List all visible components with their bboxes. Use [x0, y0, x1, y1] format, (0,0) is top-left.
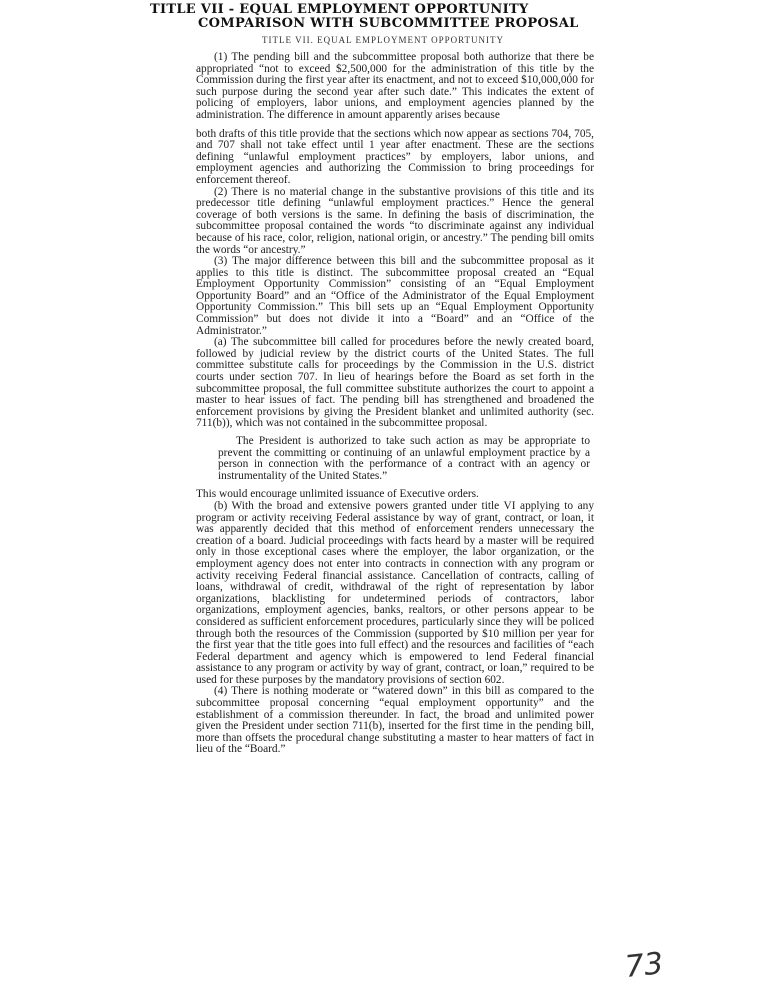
stamp-title-line: TITLE VII - EQUAL EMPLOYMENT OPPORTUNITY — [150, 2, 529, 17]
paragraph-3a: (a) The subcommittee bill called for procedures before the newly created board, followed by judicial review by the district courts of the United States. The full committee substitute calls for proceedings by the Commission in the U.S. district courts under section 707. In lieu of hearings before the Board as set forth in the subcommittee proposal, the full committee substitute authorizes the court to appoint a master to hear issues of fact. The pending bill has strengthened and broadened the enforcement provisions by giving the President blanket and unlimited authority (sec. 711(b)), which was not contained in the subcommittee proposal. — [196, 336, 594, 430]
paragraph-executive-orders: This would encourage unlimited issuance of Executive orders. — [196, 488, 479, 501]
paragraph-1: (1) The pending bill and the subcommittee proposal both authorize that there be appropriated “not to exceed $2,500,000 for the administration of this title by the Commission during the first year after its enactment, and not to exceed $10,000,000 for such purpose during the second year after such date.” This indicates the extent of policing of employers, labor unions, and employment agencies planned by the administration. The difference in amount apparently arises because — [196, 51, 594, 121]
paragraph-3b: (b) With the broad and extensive powers granted under title VI applying to any program or activity receiving Federal assistance by way of grant, contract, or loan, it was apparently decided that this method of enforcement renders unnecessary the creation of a board. Judicial proceedings with facts heard by a master will be required only in those exceptional cases where the employer, the labor organization, or the employment agency does not enter into contracts in connection with any program or activity receiving Federal financial assistance. Cancellation of contracts, calling of loans, withdrawal of credit, withdrawal of the right of representation by labor organizations, blacklisting for undetermined periods of contractors, labor organizations, employment agencies, banks, realtors, or other persons appear to be considered as sufficient enforcement procedures, particularly since they will be policed through both the resources of the Commission (supported by $10 million per year for the first year that the title goes into full effect) and the resources and facilities of “each Federal department and agency which is empowered to lend Federal financial assistance to any program or activity by way of grant, contract, or loan,” required to be used for these purposes by the mandatory provisions of section 602. — [196, 499, 594, 686]
paragraph-1-continued: both drafts of this title provide that the sections which now appear as sections 704, 705, and 707 shall not take effect until 1 year after enactment. These are the sections defining “unlawful employment practices” by employers, labor unions, and employment agencies and authorizing the Commission to bring proceedings for enforcement thereof. — [196, 127, 594, 186]
document-body — [196, 52, 594, 756]
paragraph-3: (3) The major difference between this bill and the subcommittee proposal as it applies to this title is distinct. The subcommittee proposal created an “Equal Employment Opportunity Commission” consisting of an “Equal Employment Opportunity Board” and an “Office of the Administrator of the Equal Employment Opportunity Commission.” This bill sets up an “Equal Employment Opportunity Commission” but does not divide it into a “Board” and an “Office of the Administrator.” — [196, 255, 594, 337]
handwritten-page-number: 73 — [623, 946, 665, 985]
block-quote: The President is authorized to take such action as may be appropriate to prevent the committing or continuing of an unlawful employment practice by a person in connection with the performance of a contract with an agency or instrumentality of the United States.” — [218, 435, 590, 482]
stamp-subtitle-line: COMPARISON WITH SUBCOMMITTEE PROPOSAL — [198, 16, 579, 31]
paragraph-4: (4) There is nothing moderate or “watered down” in this bill as compared to the subcommittee proposal concerning “equal employment opportunity” and the establishment of a commission thereunder. In fact, the broad and unlimited power given the President under section 711(b), inserted for the first time in the pending bill, more than offsets the procedural change substituting a master to hear matters of fact in lieu of the “Board.” — [196, 685, 594, 756]
paragraph-2: (2) There is no material change in the substantive provisions of this title and its predecessor title defining “unlawful employment practices.” Hence the general coverage of both versions is the same. In defining the basis of discrimination, the subcommittee proposal contained the words “to discriminate against any individual because of his race, color, religion, national origin, or ancestry.” The pending bill omits the words “or ancestry.” — [196, 185, 594, 256]
running-head: TITLE VII. EQUAL EMPLOYMENT OPPORTUNITY — [262, 35, 505, 45]
